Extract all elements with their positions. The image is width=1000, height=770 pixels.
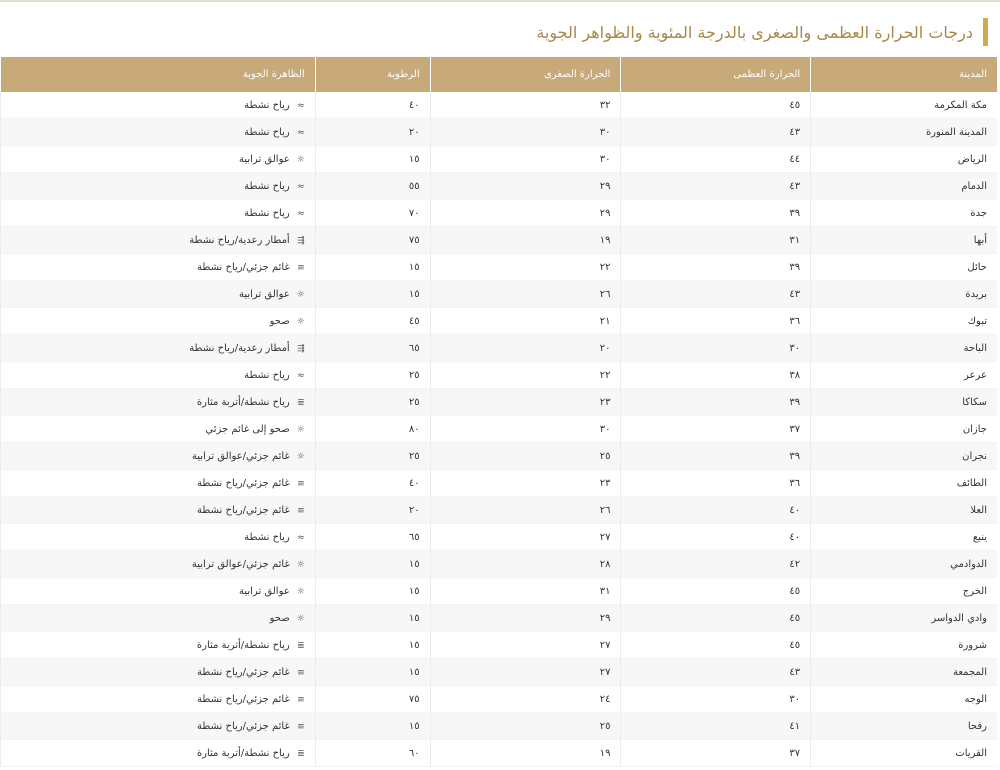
cell-max-temp: ٤٥ bbox=[621, 578, 811, 605]
cell-city: رفحا bbox=[811, 713, 997, 740]
table-row bbox=[1, 524, 998, 551]
cell-humidity: ٢٠ bbox=[315, 119, 430, 146]
phenomenon-label: رياح نشطة bbox=[244, 180, 290, 192]
phenomenon-label: رياح نشطة/أتربة مثارة bbox=[196, 396, 290, 408]
table-row bbox=[1, 146, 998, 173]
dust-sun-icon: ☼ bbox=[296, 559, 305, 570]
cell-min-temp: ١٩ bbox=[430, 227, 621, 254]
table-body bbox=[1, 92, 998, 767]
cell-humidity: ٦٥ bbox=[315, 335, 430, 362]
cell-phenomenon bbox=[1, 632, 316, 659]
cell-city: جدة bbox=[811, 200, 997, 227]
cell-humidity: ٨٠ bbox=[315, 416, 430, 443]
cell-humidity: ٢٠ bbox=[315, 497, 430, 524]
cell-city: جازان bbox=[811, 416, 997, 443]
cell-min-temp: ٢٧ bbox=[430, 632, 621, 659]
phenomenon-label: صحو bbox=[269, 315, 290, 327]
cell-max-temp: ٤٠ bbox=[621, 497, 811, 524]
top-divider bbox=[0, 0, 1000, 2]
cell-max-temp: ٤١ bbox=[621, 713, 811, 740]
cell-phenomenon bbox=[1, 740, 316, 767]
cell-humidity: ٤٥ bbox=[315, 308, 430, 335]
wind-icon: ≈ bbox=[297, 370, 305, 381]
wind-icon: ≈ bbox=[297, 127, 305, 138]
header-city: المدينة bbox=[811, 57, 997, 92]
cell-min-temp: ٢٩ bbox=[430, 173, 621, 200]
cell-humidity: ٤٠ bbox=[315, 92, 430, 119]
phenomenon-label: أمطار رعدية/رياح نشطة bbox=[189, 234, 290, 246]
cell-city: الباحة bbox=[811, 335, 997, 362]
phenomenon-label: رياح نشطة bbox=[244, 99, 290, 111]
phenomenon-label: غائم جزئي/رياح نشطة bbox=[197, 693, 290, 705]
header-phenomenon: الظاهرة الجوية bbox=[1, 57, 316, 92]
cell-max-temp: ٣٦ bbox=[621, 308, 811, 335]
cell-max-temp: ٣٧ bbox=[621, 740, 811, 767]
cell-max-temp: ٤٣ bbox=[621, 281, 811, 308]
cell-max-temp: ٣٩ bbox=[621, 389, 811, 416]
table-row bbox=[1, 308, 998, 335]
cell-min-temp: ٢٩ bbox=[430, 605, 621, 632]
cloud-wind-icon: ≡ bbox=[297, 262, 305, 273]
phenomenon-label: غائم جزئي/رياح نشطة bbox=[197, 477, 290, 489]
phenomenon-label: رياح نشطة bbox=[244, 207, 290, 219]
cell-city: الوجه bbox=[811, 686, 997, 713]
wind-icon: ≈ bbox=[297, 208, 305, 219]
phenomenon-label: غائم جزئي/رياح نشطة bbox=[197, 504, 290, 516]
cell-phenomenon bbox=[1, 173, 316, 200]
phenomenon-label: عوالق ترابية bbox=[238, 288, 290, 300]
cell-city: نجران bbox=[811, 443, 997, 470]
cell-max-temp: ٤٣ bbox=[621, 173, 811, 200]
cell-phenomenon bbox=[1, 497, 316, 524]
phenomenon-label: صحو إلى غائم جزئي bbox=[205, 423, 290, 435]
cell-min-temp: ٢٣ bbox=[430, 389, 621, 416]
phenomenon-label: رياح نشطة/أتربة مثارة bbox=[196, 747, 290, 759]
thunder-rain-icon: ⇶ bbox=[297, 235, 305, 246]
phenomenon-label: غائم جزئي/عوالق ترابية bbox=[191, 558, 290, 570]
wind-icon: ≈ bbox=[297, 532, 305, 543]
cell-city: ينبع bbox=[811, 524, 997, 551]
phenomenon-label: عوالق ترابية bbox=[238, 153, 290, 165]
cell-max-temp: ٣٩ bbox=[621, 254, 811, 281]
cell-max-temp: ٤٠ bbox=[621, 524, 811, 551]
cell-min-temp: ٢٦ bbox=[430, 281, 621, 308]
cloud-wind-icon: ≡ bbox=[297, 478, 305, 489]
sun-icon: ☼ bbox=[296, 316, 305, 327]
cell-phenomenon bbox=[1, 470, 316, 497]
cell-max-temp: ٣٠ bbox=[621, 686, 811, 713]
cell-city: سكاكا bbox=[811, 389, 997, 416]
cell-min-temp: ٣٠ bbox=[430, 119, 621, 146]
cell-humidity: ١٥ bbox=[315, 713, 430, 740]
cell-city: الدوادمي bbox=[811, 551, 997, 578]
cell-max-temp: ٤٢ bbox=[621, 551, 811, 578]
cell-phenomenon bbox=[1, 605, 316, 632]
table-row bbox=[1, 200, 998, 227]
cell-phenomenon bbox=[1, 227, 316, 254]
phenomenon-label: غائم جزئي/عوالق ترابية bbox=[191, 450, 290, 462]
cell-max-temp: ٤٥ bbox=[621, 632, 811, 659]
cell-city: تبوك bbox=[811, 308, 997, 335]
cell-max-temp: ٤٤ bbox=[621, 146, 811, 173]
table-row bbox=[1, 497, 998, 524]
phenomenon-label: رياح نشطة/أتربة مثارة bbox=[196, 639, 290, 651]
header-min-temp: الحرارة الصغرى bbox=[430, 57, 621, 92]
sun-icon: ☼ bbox=[296, 613, 305, 624]
phenomenon-label: أمطار رعدية/رياح نشطة bbox=[189, 342, 290, 354]
table-row bbox=[1, 227, 998, 254]
phenomenon-label: غائم جزئي/رياح نشطة bbox=[197, 666, 290, 678]
cell-humidity: ٢٥ bbox=[315, 443, 430, 470]
sun-cloud-icon: ☼ bbox=[296, 424, 305, 435]
cell-min-temp: ٢٥ bbox=[430, 713, 621, 740]
phenomenon-label: رياح نشطة bbox=[244, 369, 290, 381]
table-row bbox=[1, 470, 998, 497]
cell-phenomenon bbox=[1, 254, 316, 281]
cell-phenomenon bbox=[1, 146, 316, 173]
wind-icon: ≈ bbox=[297, 181, 305, 192]
dust-sun-icon: ☼ bbox=[296, 586, 305, 597]
cell-max-temp: ٤٣ bbox=[621, 659, 811, 686]
cell-city: أبها bbox=[811, 227, 997, 254]
cell-city: الخرج bbox=[811, 578, 997, 605]
cell-phenomenon bbox=[1, 362, 316, 389]
table-row bbox=[1, 362, 998, 389]
dust-sun-icon: ☼ bbox=[296, 154, 305, 165]
table-row bbox=[1, 443, 998, 470]
cell-phenomenon bbox=[1, 389, 316, 416]
cell-min-temp: ٣٠ bbox=[430, 416, 621, 443]
cell-max-temp: ٣٦ bbox=[621, 470, 811, 497]
cell-phenomenon bbox=[1, 551, 316, 578]
table-row bbox=[1, 713, 998, 740]
cell-humidity: ٢٥ bbox=[315, 362, 430, 389]
table-row bbox=[1, 254, 998, 281]
cell-max-temp: ٣١ bbox=[621, 227, 811, 254]
cell-humidity: ١٥ bbox=[315, 281, 430, 308]
cell-city: الطائف bbox=[811, 470, 997, 497]
cell-humidity: ٤٠ bbox=[315, 470, 430, 497]
cell-humidity: ١٥ bbox=[315, 146, 430, 173]
cell-min-temp: ٣٠ bbox=[430, 146, 621, 173]
phenomenon-label: عوالق ترابية bbox=[238, 585, 290, 597]
table-row bbox=[1, 605, 998, 632]
cell-phenomenon bbox=[1, 443, 316, 470]
table-row bbox=[1, 173, 998, 200]
table-row bbox=[1, 632, 998, 659]
dust-sun-icon: ☼ bbox=[296, 289, 305, 300]
cell-min-temp: ٢٥ bbox=[430, 443, 621, 470]
phenomenon-label: غائم جزئي/رياح نشطة bbox=[197, 720, 290, 732]
cell-city: وادي الدواسر bbox=[811, 605, 997, 632]
dust-wind-icon: ≣ bbox=[297, 640, 305, 651]
cell-city: حائل bbox=[811, 254, 997, 281]
cell-city: الرياض bbox=[811, 146, 997, 173]
cell-city: مكة المكرمة bbox=[811, 92, 997, 119]
cloud-wind-icon: ≡ bbox=[297, 721, 305, 732]
title-bar bbox=[536, 18, 988, 46]
cell-min-temp: ٢٤ bbox=[430, 686, 621, 713]
cell-phenomenon bbox=[1, 578, 316, 605]
cell-min-temp: ١٩ bbox=[430, 740, 621, 767]
cell-min-temp: ٢٠ bbox=[430, 335, 621, 362]
weather-table bbox=[0, 57, 997, 767]
cell-min-temp: ٢٨ bbox=[430, 551, 621, 578]
cell-min-temp: ٢١ bbox=[430, 308, 621, 335]
cell-humidity: ١٥ bbox=[315, 659, 430, 686]
cell-humidity: ٥٥ bbox=[315, 173, 430, 200]
cell-humidity: ١٥ bbox=[315, 578, 430, 605]
cell-humidity: ١٥ bbox=[315, 632, 430, 659]
page-title: درجات الحرارة العظمى والصغرى بالدرجة المئوية والظواهر الجوية bbox=[536, 22, 973, 42]
cell-city: بريدة bbox=[811, 281, 997, 308]
table-row bbox=[1, 551, 998, 578]
cell-min-temp: ٢٢ bbox=[430, 254, 621, 281]
cell-humidity: ١٥ bbox=[315, 551, 430, 578]
cell-humidity: ٧٥ bbox=[315, 227, 430, 254]
thunder-rain-icon: ⇶ bbox=[297, 343, 305, 354]
header-max-temp: الحرارة العظمى bbox=[621, 57, 811, 92]
cell-city: الدمام bbox=[811, 173, 997, 200]
wind-icon: ≈ bbox=[297, 100, 305, 111]
cell-max-temp: ٣٧ bbox=[621, 416, 811, 443]
table-row bbox=[1, 740, 998, 767]
cell-min-temp: ٢٧ bbox=[430, 524, 621, 551]
phenomenon-label: رياح نشطة bbox=[244, 531, 290, 543]
table-row bbox=[1, 119, 998, 146]
cell-max-temp: ٣٩ bbox=[621, 200, 811, 227]
cell-city: العلا bbox=[811, 497, 997, 524]
cell-min-temp: ٣٢ bbox=[430, 92, 621, 119]
cell-city: عرعر bbox=[811, 362, 997, 389]
cell-min-temp: ٢٣ bbox=[430, 470, 621, 497]
phenomenon-label: رياح نشطة bbox=[244, 126, 290, 138]
cell-max-temp: ٣٨ bbox=[621, 362, 811, 389]
cell-humidity: ٦٠ bbox=[315, 740, 430, 767]
cell-phenomenon bbox=[1, 200, 316, 227]
cell-min-temp: ٣١ bbox=[430, 578, 621, 605]
table-row bbox=[1, 659, 998, 686]
cell-phenomenon bbox=[1, 281, 316, 308]
cell-max-temp: ٣٩ bbox=[621, 443, 811, 470]
cell-max-temp: ٤٥ bbox=[621, 605, 811, 632]
table-row bbox=[1, 686, 998, 713]
table-row bbox=[1, 578, 998, 605]
table-row bbox=[1, 281, 998, 308]
dust-sun-icon: ☼ bbox=[296, 451, 305, 462]
cell-phenomenon bbox=[1, 308, 316, 335]
title-accent-bar bbox=[983, 18, 988, 46]
cell-phenomenon bbox=[1, 119, 316, 146]
cell-city: شرورة bbox=[811, 632, 997, 659]
cloud-wind-icon: ≡ bbox=[297, 667, 305, 678]
phenomenon-label: غائم جزئي/رياح نشطة bbox=[197, 261, 290, 273]
cell-humidity: ٦٥ bbox=[315, 524, 430, 551]
table-header-row bbox=[1, 57, 998, 92]
cell-humidity: ٢٥ bbox=[315, 389, 430, 416]
cell-max-temp: ٤٥ bbox=[621, 92, 811, 119]
cell-phenomenon bbox=[1, 416, 316, 443]
header-humidity: الرطوبة bbox=[315, 57, 430, 92]
table-row bbox=[1, 335, 998, 362]
dust-wind-icon: ≣ bbox=[297, 748, 305, 759]
cell-city: المجمعة bbox=[811, 659, 997, 686]
table-row bbox=[1, 416, 998, 443]
cell-min-temp: ٢٦ bbox=[430, 497, 621, 524]
cell-city: المدينة المنورة bbox=[811, 119, 997, 146]
cell-humidity: ٧٥ bbox=[315, 686, 430, 713]
cell-phenomenon bbox=[1, 686, 316, 713]
cloud-wind-icon: ≡ bbox=[297, 505, 305, 516]
table-row bbox=[1, 389, 998, 416]
cloud-wind-icon: ≡ bbox=[297, 694, 305, 705]
cell-phenomenon bbox=[1, 335, 316, 362]
dust-wind-icon: ≣ bbox=[297, 397, 305, 408]
cell-phenomenon bbox=[1, 659, 316, 686]
cell-min-temp: ٢٩ bbox=[430, 200, 621, 227]
cell-phenomenon bbox=[1, 524, 316, 551]
cell-humidity: ٧٠ bbox=[315, 200, 430, 227]
cell-min-temp: ٢٢ bbox=[430, 362, 621, 389]
cell-phenomenon bbox=[1, 92, 316, 119]
cell-min-temp: ٢٧ bbox=[430, 659, 621, 686]
cell-city: القريات bbox=[811, 740, 997, 767]
phenomenon-label: صحو bbox=[269, 612, 290, 624]
cell-max-temp: ٣٠ bbox=[621, 335, 811, 362]
cell-phenomenon bbox=[1, 713, 316, 740]
table-row bbox=[1, 92, 998, 119]
cell-humidity: ١٥ bbox=[315, 605, 430, 632]
cell-max-temp: ٤٣ bbox=[621, 119, 811, 146]
cell-humidity: ١٥ bbox=[315, 254, 430, 281]
